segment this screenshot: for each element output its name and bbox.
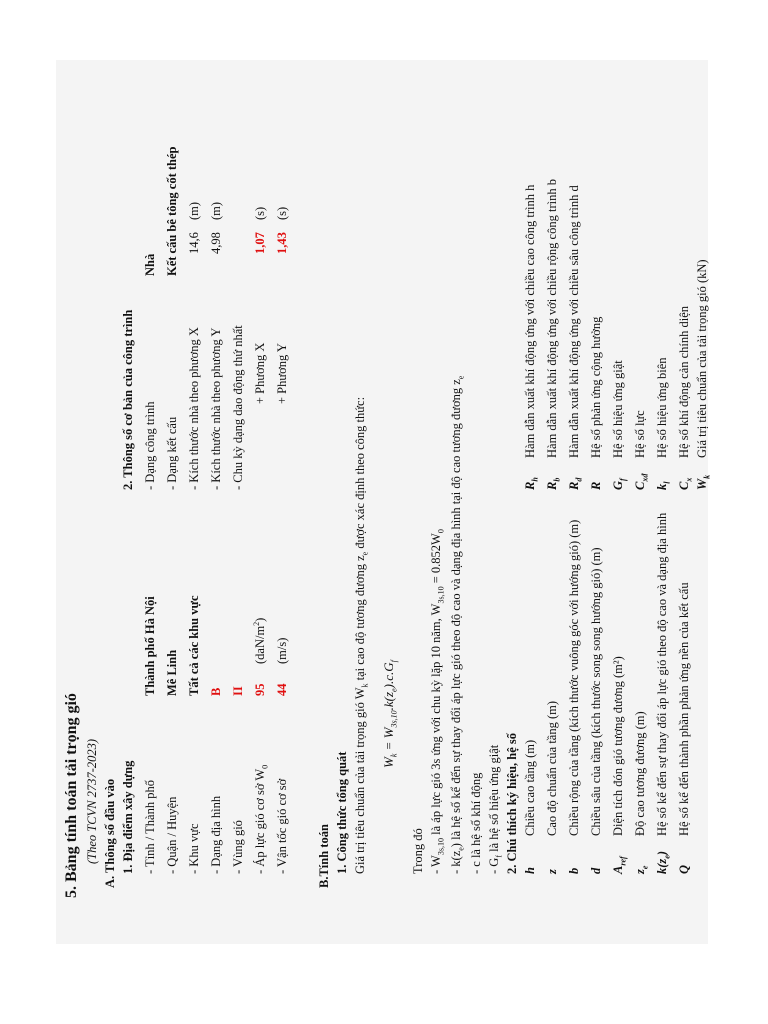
p2-value-6: 1,43 (275, 232, 289, 254)
b-intro: Giá trị tiêu chuẩn của tải trọng gió $W_k$ tại cao độ tương đương $z_e$ được xác định theo công thức: (353, 396, 370, 874)
sym-cx: $C_x$ (677, 477, 694, 490)
desc-z: Cao độ chuẩn của tầng (m) (545, 700, 559, 836)
desc-aref: Diện tích đón gió tương đương (m²) (611, 656, 625, 836)
section-b-heading: B.Tính toán (317, 824, 331, 888)
p1-label-1: - Quận / Huyện (165, 796, 179, 874)
p2-value-1: Kết cấu bê tông cốt thép (165, 146, 179, 276)
p2-value-3: 4,98 (209, 232, 223, 254)
part1-heading: 1. Địa điểm xây dựng (121, 760, 135, 874)
part2-heading: 2. Thông số cơ bản của công trình (121, 309, 135, 490)
p2-label-3: - Kích thước nhà theo phương Y (209, 327, 223, 490)
desc-rb: Hàm dẫn xuất khí động ứng với chiều rộng công trình b (545, 179, 559, 458)
p1-label-3: - Dạng địa hình (209, 795, 223, 874)
desc-h: Chiều cao tầng (m) (523, 739, 537, 836)
desc-cxd: Hệ số lực (633, 410, 647, 458)
p1-label-0: - Tỉnh / Thành phố (143, 780, 157, 874)
sym-aref: $A_{ref}$ (611, 856, 628, 874)
bullet-w3s: - $W_{3s,10}$ là áp lực gió 3s ứng với chu kỳ lặp 10 năm, $W_{3s,10} = 0.852W_0$ (429, 529, 446, 874)
p2-value-0: Nhà (143, 253, 157, 276)
sym-gf: $G_f$ (611, 478, 628, 490)
sym-rh: $R_h$ (523, 477, 540, 490)
sym-rd: $R_d$ (567, 477, 584, 490)
desc-d: Chiều sâu của tầng (kích thước song song hướng gió) (m) (589, 547, 603, 836)
desc-gf: Hệ số hiệu ứng giật (611, 360, 625, 458)
desc-q: Hệ số kể đến thành phần phản ứng nền của kết cấu (677, 582, 691, 836)
b-part1-heading: 1. Công thức tổng quát (335, 751, 349, 874)
sym-wk: $W_k$ (695, 474, 712, 490)
p2-label-1: - Dạng kết cấu (165, 416, 179, 490)
p1-value-6: 44 (275, 683, 289, 696)
p2-unit-3: (m) (209, 201, 223, 220)
p2-value-2: 14,6 (187, 232, 201, 254)
where-label: Trong đó (411, 828, 425, 874)
p2-label-5: + Phương X (253, 342, 267, 404)
desc-wk: Giá trị tiêu chuẩn của tải trọng gió (kN) (695, 259, 709, 458)
sym-cxd: $C_{xđ}$ (633, 473, 650, 490)
p2-label-2: - Kích thước nhà theo phương X (187, 327, 201, 490)
bullet-gf: - $G_f$ là hệ số hiệu ứng giật (487, 744, 504, 874)
rotated-sheet (56, 60, 712, 944)
p1-value-1: Mê Linh (165, 649, 179, 696)
p1-value-2: Tất cả các khu vực (187, 595, 201, 696)
page-title: 5. Bảng tính toán tải trọng gió (63, 693, 80, 898)
p2-label-6: + Phương Y (275, 343, 289, 404)
p1-value-0: Thành phố Hà Nội (143, 596, 157, 696)
p1-value-4: II (231, 686, 245, 696)
sym-rb: $R_b$ (545, 477, 562, 490)
sym-b: b (567, 867, 581, 874)
p2-label-4: - Chu kỳ dạng dao động thứ nhất (231, 325, 245, 490)
p1-label-2: - Khu vực (187, 823, 201, 874)
p2-label-0: - Dạng công trình (143, 401, 157, 490)
sym-z: z (545, 869, 559, 874)
p1-label-4: - Vùng gió (231, 820, 245, 874)
sym-kze: $k(z_e)$ (655, 850, 672, 874)
page-subtitle: (Theo TCVN 2737-2023) (85, 739, 99, 864)
p2-unit-5: (s) (253, 206, 267, 220)
desc-b: Chiều rộng của tầng (kích thước vuông góc với hướng gió) (m) (567, 519, 581, 836)
desc-rh: Hàm dẫn xuất khí động ứng với chiều cao công trình h (523, 184, 537, 458)
p1-unit-5: $(daN/m^2)$ (251, 617, 267, 664)
sym-q: Q (677, 864, 691, 874)
desc-cx: Hệ số khí động cản chính diện (677, 305, 691, 458)
sym-r: R (589, 481, 603, 490)
bullet-c: - c là hệ số khí động (469, 772, 483, 874)
sym-d: d (589, 867, 603, 874)
desc-rd: Hàm dẫn xuất khí động ứng với chiều sâu công trình d (567, 185, 581, 458)
desc-kl: Hệ số hiệu ứng biên (655, 357, 669, 458)
p2-unit-6: (s) (275, 206, 289, 220)
b-part2-heading: 2. Chú thích ký hiệu, hệ số (505, 732, 519, 874)
desc-r: Hệ số phản ứng cộng hưởng (589, 316, 603, 458)
p1-value-5: 95 (253, 683, 267, 696)
desc-ze: Độ cao tương đương (m) (633, 711, 647, 836)
sym-h: h (523, 867, 537, 874)
section-a-heading: A. Thông số đầu vào (103, 778, 117, 888)
p1-label-6: - Vận tốc gió cơ sở (275, 778, 289, 874)
formula: $W_k = W_{3s,10}.k(z_e).c.G_f$ (381, 660, 399, 768)
p1-label-5: - Áp lực gió cơ sở $W_0$ (253, 764, 270, 874)
p2-unit-2: (m) (187, 201, 201, 220)
sym-ze: $z_e$ (633, 865, 650, 874)
document-page (56, 60, 712, 944)
p1-value-3: B (209, 687, 223, 696)
p2-value-5: 1,07 (253, 232, 267, 254)
desc-kze: Hệ số kể đến sự thay đổi áp lực gió theo độ cao và dạng địa hình (655, 512, 669, 836)
p1-unit-6: (m/s) (275, 637, 289, 664)
bullet-kze: - $k(z_e)$ là hệ số kể đến sự thay đổi áp lực gió theo độ cao và dạng địa hình tại độ cao tương đương $z_e$ (449, 375, 466, 874)
sym-kl: $k_l$ (655, 481, 672, 490)
